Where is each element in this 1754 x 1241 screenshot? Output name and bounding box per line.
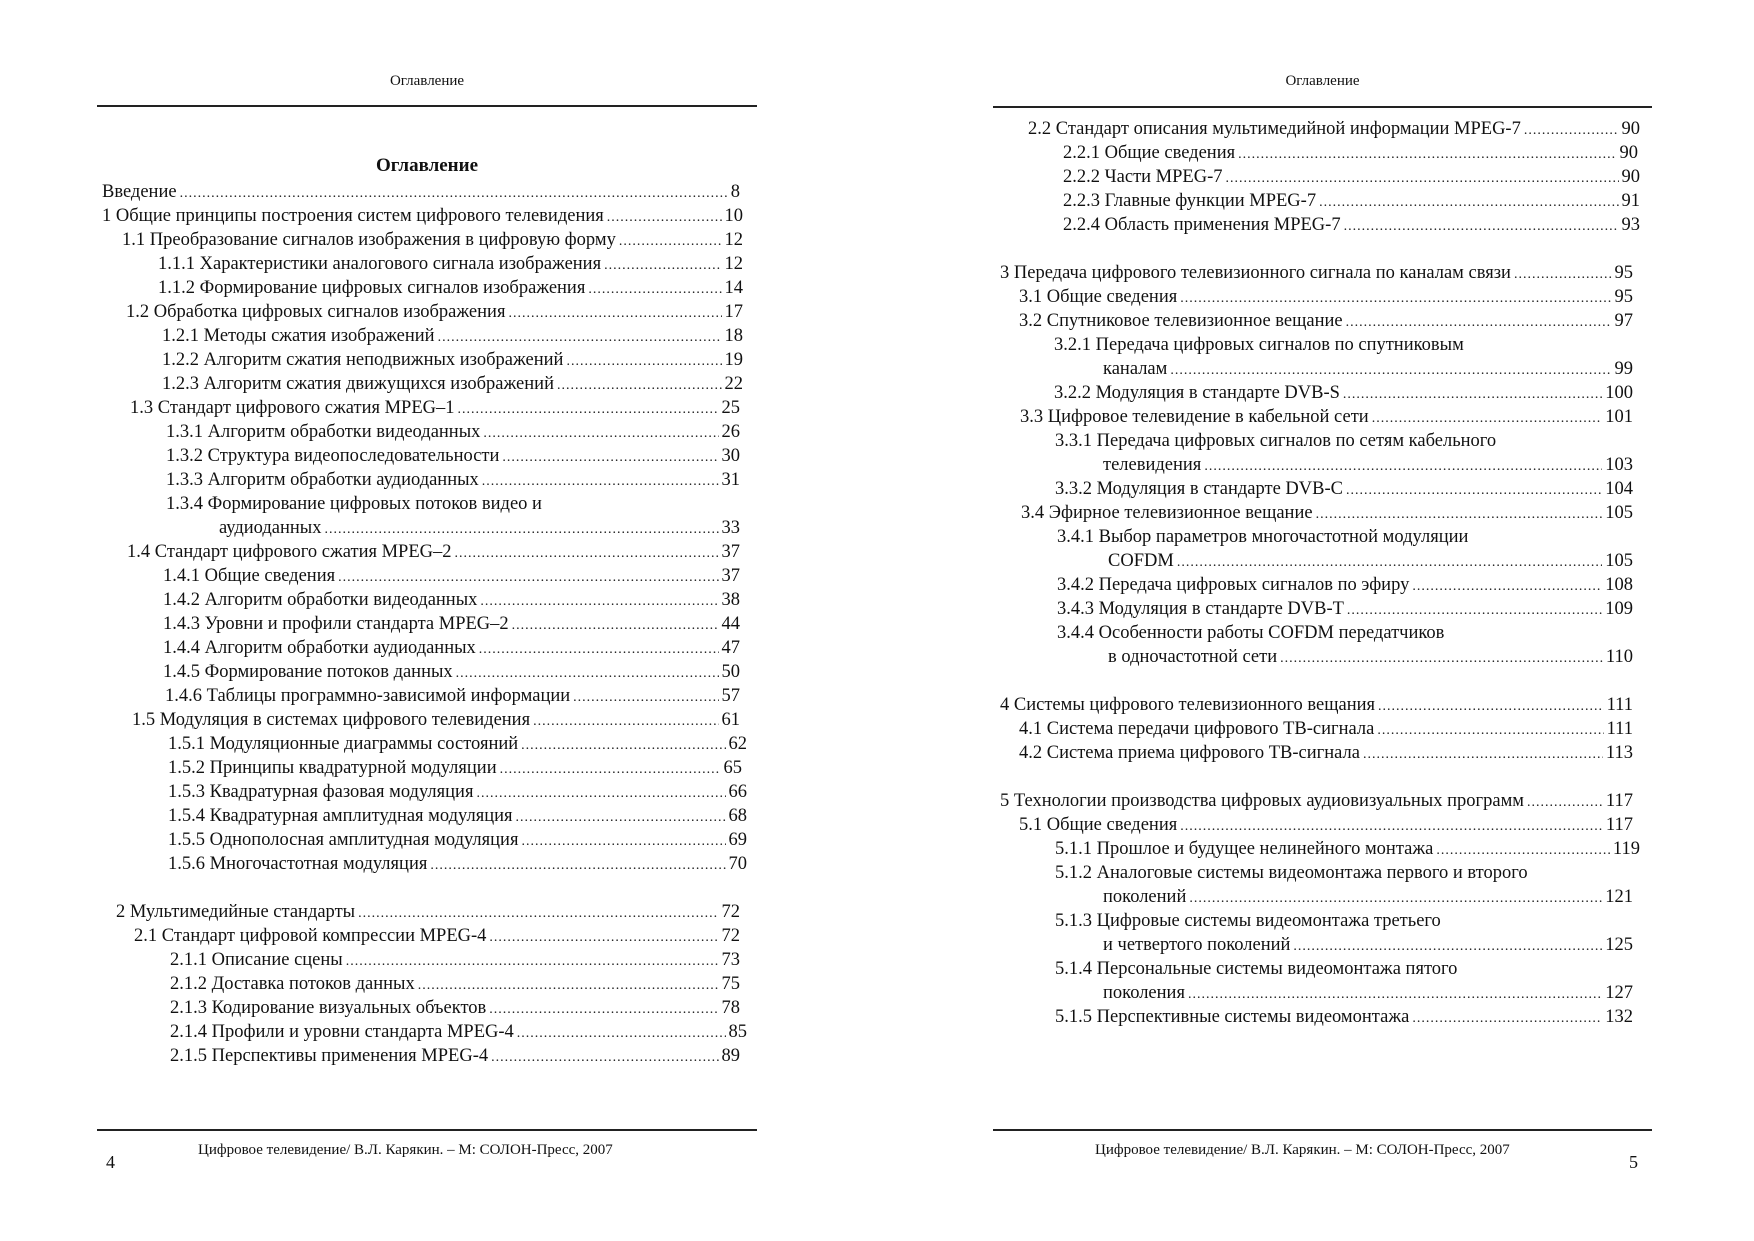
- page-number: 4: [106, 1152, 115, 1172]
- toc-entry-page: 111: [1606, 719, 1633, 739]
- toc-leader: [456, 663, 719, 685]
- toc-leader: [516, 807, 726, 829]
- toc-entry-title: 1.1 Преобразование сигналов изображения в цифровую форму: [122, 230, 616, 250]
- toc-entry-page: 12: [724, 254, 743, 274]
- toc-entry-title: 3.4.2 Передача цифровых сигналов по эфиру: [1057, 575, 1410, 595]
- toc-entry-page: 69: [728, 830, 747, 850]
- toc-entry[interactable]: [168, 829, 747, 853]
- toc-entry-title: 5.1.4 Персональные системы видеомонтажа пятого: [1055, 959, 1458, 979]
- running-head: Оглавление: [389, 73, 465, 89]
- toc-leader: [521, 735, 725, 757]
- toc-leader: [588, 279, 721, 301]
- toc-entry[interactable]: [163, 613, 740, 637]
- toc-entry[interactable]: [168, 853, 747, 877]
- toc-entry-page: 105: [1605, 503, 1633, 523]
- toc-leader: [1524, 120, 1619, 142]
- toc-entry-page: 57: [721, 686, 740, 706]
- toc-entry[interactable]: [170, 949, 740, 973]
- toc-entry-title: 5.1.3 Цифровые системы видеомонтажа третьего: [1055, 911, 1441, 931]
- toc-leader: [604, 255, 721, 277]
- toc-entry-page: 10: [724, 206, 743, 226]
- toc-entry-title: 1.4.5 Формирование потоков данных: [163, 662, 453, 682]
- toc-entry-title: 2.1.4 Профили и уровни стандарта MPEG-4: [170, 1022, 514, 1042]
- toc-leader: [430, 855, 725, 877]
- header-rule: [97, 105, 757, 107]
- toc-entry[interactable]: [1055, 862, 1633, 884]
- toc-leader: [566, 351, 721, 373]
- toc-entry[interactable]: [163, 565, 740, 589]
- toc-entry[interactable]: [1054, 334, 1633, 356]
- toc-entry[interactable]: [165, 685, 740, 709]
- toc-entry[interactable]: [1055, 1006, 1633, 1030]
- toc-entry[interactable]: [170, 1021, 747, 1045]
- toc-leader: [338, 567, 718, 589]
- toc-entry-page: 17: [724, 302, 743, 322]
- toc-leader: [557, 375, 722, 397]
- toc-entry[interactable]: [170, 1045, 740, 1069]
- toc-entry[interactable]: [1063, 142, 1638, 166]
- toc-entry-title: аудиоданных: [219, 518, 322, 538]
- toc-entry[interactable]: [1020, 406, 1633, 430]
- toc-entry[interactable]: [1055, 430, 1633, 452]
- toc-entry[interactable]: [1063, 166, 1640, 190]
- toc-entry-page: 8: [730, 182, 740, 202]
- toc-leader: [1293, 936, 1602, 958]
- toc-leader: [1238, 144, 1616, 166]
- toc-entry[interactable]: [1054, 382, 1633, 406]
- toc-entry-title: 3.3 Цифровое телевидение в кабельной сети: [1020, 407, 1369, 427]
- toc-leader: [325, 519, 719, 541]
- toc-entry[interactable]: [102, 181, 740, 205]
- toc-entry[interactable]: [1019, 286, 1633, 310]
- toc-entry[interactable]: [1057, 526, 1633, 548]
- toc-entry-title: 1.4 Стандарт цифрового сжатия MPEG–2: [127, 542, 452, 562]
- toc-entry[interactable]: [168, 781, 747, 805]
- toc-entry-title: 1.2 Обработка цифровых сигналов изображения: [126, 302, 506, 322]
- toc-entry[interactable]: [158, 277, 743, 301]
- toc-entry-page: 93: [1621, 215, 1640, 235]
- toc-entry-title: 1.5.6 Многочастотная модуляция: [168, 854, 428, 874]
- toc-entry[interactable]: [168, 733, 747, 757]
- toc-entry-page: 25: [721, 398, 740, 418]
- toc-entry-title: 2.2.3 Главные функции MPEG-7: [1063, 191, 1317, 211]
- toc-leader: [1170, 360, 1611, 382]
- toc-entry-title: 2.2.1 Общие сведения: [1063, 143, 1236, 163]
- toc-entry[interactable]: [1103, 886, 1633, 910]
- toc-entry[interactable]: [166, 421, 740, 445]
- footer-rule: [993, 1129, 1652, 1131]
- toc-entry-title: 2.1.5 Перспективы применения MPEG-4: [170, 1046, 489, 1066]
- toc-entry-page: 103: [1605, 455, 1633, 475]
- toc-entry-title: 5.1.5 Перспективные системы видеомонтажа: [1055, 1007, 1410, 1027]
- toc-entry-page: 78: [721, 998, 740, 1018]
- toc-entry-page: 108: [1605, 575, 1633, 595]
- toc-entry-page: 90: [1621, 167, 1640, 187]
- toc-entry[interactable]: [1103, 982, 1633, 1006]
- toc-entry-title: поколения: [1103, 983, 1185, 1003]
- toc-entry[interactable]: [162, 349, 743, 373]
- toc-entry[interactable]: [1057, 574, 1633, 598]
- toc-entry-title: 3.3.1 Передача цифровых сигналов по сетям кабельного: [1055, 431, 1497, 451]
- toc-entry-title: 1 Общие принципы построения систем цифрового телевидения: [102, 206, 604, 226]
- toc-entry-page: 121: [1605, 887, 1633, 907]
- toc-entry-title: 3.3.2 Модуляция в стандарте DVB-C: [1055, 479, 1343, 499]
- toc-entry[interactable]: [170, 973, 740, 997]
- toc-entry-page: 44: [721, 614, 740, 634]
- toc-entry-page: 95: [1614, 287, 1633, 307]
- toc-leader: [1346, 312, 1612, 334]
- toc-entry-page: 111: [1606, 695, 1633, 715]
- toc-leader: [1436, 840, 1610, 862]
- toc-entry-title: 1.2.2 Алгоритм сжатия неподвижных изображений: [162, 350, 564, 370]
- toc-entry-title: 1.2.1 Методы сжатия изображений: [162, 326, 435, 346]
- toc-entry[interactable]: [134, 925, 740, 949]
- toc-leader: [1343, 384, 1602, 406]
- toc-entry[interactable]: [1063, 214, 1640, 238]
- toc-entry[interactable]: [1057, 622, 1633, 644]
- toc-entry-title: 2.2 Стандарт описания мультимедийной информации MPEG-7: [1028, 119, 1521, 139]
- toc-entry[interactable]: [163, 637, 740, 661]
- toc-entry-title: 1.3.1 Алгоритм обработки видеоданных: [166, 422, 481, 442]
- toc-leader: [358, 903, 718, 925]
- toc-entry-title: 1.4.3 Уровни и профили стандарта MPEG–2: [163, 614, 509, 634]
- toc-entry-title: 1.4.2 Алгоритм обработки видеоданных: [163, 590, 478, 610]
- toc-entry-page: 73: [721, 950, 740, 970]
- toc-leader: [476, 783, 725, 805]
- toc-entry[interactable]: [170, 997, 740, 1021]
- toc-entry-page: 37: [721, 566, 740, 586]
- toc-entry-title: 2.2.4 Область применения MPEG-7: [1063, 215, 1341, 235]
- toc-leader: [573, 687, 718, 709]
- toc-entry[interactable]: [1055, 478, 1633, 502]
- header-rule: [993, 106, 1652, 108]
- toc-entry[interactable]: [1019, 742, 1633, 766]
- toc-leader: [1204, 456, 1602, 478]
- toc-entry[interactable]: [168, 757, 742, 781]
- toc-entry-page: 26: [721, 422, 740, 442]
- toc-leader: [455, 543, 719, 565]
- toc-leader: [1514, 264, 1612, 286]
- footer-rule: [97, 1129, 757, 1131]
- toc-entry-title: 1.5 Модуляция в системах цифрового телевидения: [132, 710, 531, 730]
- toc-entry-page: 31: [721, 470, 740, 490]
- toc-leader: [1280, 648, 1603, 670]
- toc-leader: [491, 1047, 718, 1069]
- toc-leader: [489, 927, 718, 949]
- toc-entry[interactable]: [1063, 190, 1640, 214]
- toc-entry-page: 104: [1605, 479, 1633, 499]
- toc-entry-title: 4.1 Система передачи цифрового ТВ-сигнала: [1019, 719, 1375, 739]
- toc-leader: [1377, 720, 1603, 742]
- toc-entry-page: 90: [1619, 143, 1638, 163]
- toc-leader: [1378, 696, 1604, 718]
- toc-entry-title: 1.1.1 Характеристики аналогового сигнала изображения: [158, 254, 602, 274]
- toc-entry[interactable]: [1000, 790, 1633, 814]
- toc-entry[interactable]: [166, 469, 740, 493]
- toc-entry-title: COFDM: [1108, 551, 1174, 571]
- toc-entry[interactable]: [1103, 454, 1633, 478]
- toc-leader: [500, 759, 721, 781]
- book-citation: Цифровое телевидение/ В.Л. Карякин. – М: СОЛОН-Пресс, 2007: [1095, 1142, 1510, 1158]
- toc-entry[interactable]: [102, 205, 743, 229]
- toc-entry[interactable]: [1103, 358, 1633, 382]
- toc-entry-page: 105: [1605, 551, 1633, 571]
- toc-leader: [1177, 552, 1602, 574]
- toc-leader: [479, 639, 719, 661]
- toc-entry-title: 2 Мультимедийные стандарты: [116, 902, 356, 922]
- toc-leader: [480, 591, 718, 613]
- toc-leader: [512, 615, 719, 637]
- toc-leader: [533, 711, 718, 733]
- toc-entry-page: 89: [721, 1046, 740, 1066]
- toc-entry-title: 2.2.2 Части MPEG-7: [1063, 167, 1223, 187]
- toc-entry-title: 3.1 Общие сведения: [1019, 287, 1178, 307]
- toc-entry-page: 109: [1605, 599, 1633, 619]
- toc-entry-page: 100: [1605, 383, 1633, 403]
- toc-leader: [180, 183, 728, 205]
- toc-entry-page: 61: [721, 710, 740, 730]
- toc-entry[interactable]: [126, 301, 743, 325]
- toc-entry[interactable]: [163, 589, 740, 613]
- toc-entry-page: 117: [1605, 791, 1633, 811]
- toc-entry-title: 1.3.4 Формирование цифровых потоков видео и: [166, 494, 542, 514]
- toc-entry-title: 4 Системы цифрового телевизионного вещания: [1000, 695, 1376, 715]
- toc-entry-title: 3.2 Спутниковое телевизионное вещание: [1019, 311, 1343, 331]
- toc-entry[interactable]: [1108, 550, 1633, 574]
- toc-entry-title: 2.1.2 Доставка потоков данных: [170, 974, 415, 994]
- toc-leader: [508, 303, 721, 325]
- toc-entry-title: телевидения: [1103, 455, 1202, 475]
- toc-leader: [1363, 744, 1603, 766]
- toc-entry[interactable]: [130, 397, 740, 421]
- toc-entry-page: 30: [721, 446, 740, 466]
- toc-entry-title: 3.4.3 Модуляция в стандарте DVB-T: [1057, 599, 1344, 619]
- toc-entry-title: 1.3.2 Структура видеопоследовательности: [166, 446, 500, 466]
- toc-entry[interactable]: [116, 901, 740, 925]
- toc-entry-page: 12: [724, 230, 743, 250]
- toc-entry-title: 4.2 Система приема цифрового ТВ-сигнала: [1019, 743, 1360, 763]
- toc-entry[interactable]: [1000, 262, 1633, 286]
- toc-entry[interactable]: [1108, 646, 1633, 670]
- toc-entry-page: 38: [721, 590, 740, 610]
- toc-entry-title: 3.2.1 Передача цифровых сигналов по спутниковым: [1054, 335, 1464, 355]
- toc-leader: [1347, 600, 1602, 622]
- right-page: [877, 0, 1754, 1241]
- toc-leader: [1412, 1008, 1602, 1030]
- toc-entry-page: 47: [721, 638, 740, 658]
- toc-leader: [1226, 168, 1619, 190]
- toc-entry-page: 90: [1621, 119, 1640, 139]
- toc-leader: [1527, 792, 1603, 814]
- toc-leader: [1180, 288, 1611, 310]
- toc-entry-title: 1.5.3 Квадратурная фазовая модуляция: [168, 782, 474, 802]
- toc-entry[interactable]: [132, 709, 740, 733]
- toc-entry[interactable]: [162, 325, 743, 349]
- toc-entry[interactable]: [1055, 910, 1633, 932]
- toc-entry[interactable]: [166, 493, 740, 515]
- toc-entry-title: 1.3 Стандарт цифрового сжатия MPEG–1: [130, 398, 455, 418]
- toc-entry-title: 1.3.3 Алгоритм обработки аудиоданных: [166, 470, 479, 490]
- toc-leader: [1412, 576, 1602, 598]
- toc-leader: [489, 999, 718, 1021]
- toc-entry-page: 91: [1621, 191, 1640, 211]
- toc-title: Оглавление: [375, 155, 479, 176]
- toc-entry[interactable]: [163, 661, 740, 685]
- toc-entry-title: и четвертого поколений: [1103, 935, 1291, 955]
- toc-entry-page: 33: [721, 518, 740, 538]
- toc-entry-title: 1.2.3 Алгоритм сжатия движущихся изображений: [162, 374, 554, 394]
- toc-leader: [1346, 480, 1602, 502]
- toc-entry-title: 3 Передача цифрового телевизионного сигнала по каналам связи: [1000, 263, 1511, 283]
- toc-leader: [483, 423, 718, 445]
- toc-entry-title: 3.4.4 Особенности работы COFDM передатчиков: [1057, 623, 1445, 643]
- toc-entry[interactable]: [1055, 958, 1633, 980]
- toc-entry-page: 132: [1605, 1007, 1633, 1027]
- toc-entry-title: 1.5.4 Квадратурная амплитудная модуляция: [168, 806, 513, 826]
- toc-entry-page: 75: [721, 974, 740, 994]
- toc-entry[interactable]: [1021, 502, 1633, 526]
- toc-entry-title: 3.4 Эфирное телевизионное вещание: [1021, 503, 1313, 523]
- toc-entry-title: 1.5.1 Модуляционные диаграммы состояний: [168, 734, 519, 754]
- toc-leader: [1188, 984, 1602, 1006]
- toc-leader: [1319, 192, 1618, 214]
- toc-leader: [482, 471, 719, 493]
- toc-entry-page: 62: [728, 734, 747, 754]
- toc-entry-page: 66: [728, 782, 747, 802]
- toc-entry[interactable]: [1000, 694, 1633, 718]
- toc-entry-title: 2.1 Стандарт цифровой компрессии MPEG-4: [134, 926, 487, 946]
- toc-entry-page: 65: [723, 758, 742, 778]
- toc-entry[interactable]: [122, 229, 743, 253]
- toc-entry-page: 72: [721, 926, 740, 946]
- toc-entry-title: поколений: [1103, 887, 1187, 907]
- toc-entry-page: 99: [1614, 359, 1633, 379]
- running-head: Оглавление: [1285, 73, 1360, 89]
- toc-entry-page: 18: [724, 326, 743, 346]
- toc-leader: [502, 447, 718, 469]
- page-number: 5: [1629, 1152, 1638, 1172]
- toc-entry[interactable]: [158, 253, 743, 277]
- toc-entry-title: 1.1.2 Формирование цифровых сигналов изображения: [158, 278, 586, 298]
- toc-leader: [418, 975, 719, 997]
- toc-entry-page: 72: [721, 902, 740, 922]
- toc-entry-page: 95: [1614, 263, 1633, 283]
- toc-entry[interactable]: [1019, 718, 1633, 742]
- toc-entry-title: Введение: [102, 182, 177, 202]
- toc-entry-title: 5 Технологии производства цифровых аудиовизуальных программ: [1000, 791, 1524, 811]
- toc-entry-page: 119: [1612, 839, 1640, 859]
- toc-entry-page: 125: [1605, 935, 1633, 955]
- toc-leader: [438, 327, 722, 349]
- toc-leader: [1372, 408, 1603, 430]
- toc-leader: [1189, 888, 1602, 910]
- toc-entry-page: 110: [1605, 647, 1633, 667]
- toc-entry[interactable]: [1019, 814, 1633, 838]
- toc-leader: [517, 1023, 726, 1045]
- toc-entry-title: 1.5.5 Однополосная амплитудная модуляция: [168, 830, 519, 850]
- toc-entry-page: 22: [724, 374, 743, 394]
- toc-entry-title: 1.4.6 Таблицы программно-зависимой информации: [165, 686, 571, 706]
- toc-entry-page: 50: [721, 662, 740, 682]
- toc-entry-page: 85: [728, 1022, 747, 1042]
- toc-entry-title: в одночастотной сети: [1108, 647, 1278, 667]
- toc-entry-title: 2.1.3 Кодирование визуальных объектов: [170, 998, 487, 1018]
- toc-entry[interactable]: [1103, 934, 1633, 958]
- toc-leader: [1180, 816, 1603, 838]
- toc-entry-page: 19: [724, 350, 743, 370]
- toc-entry-title: 3.2.2 Модуляция в стандарте DVB-S: [1054, 383, 1340, 403]
- toc-entry-title: 1.5.2 Принципы квадратурной модуляции: [168, 758, 497, 778]
- toc-entry-title: 3.4.1 Выбор параметров многочастотной модуляции: [1057, 527, 1469, 547]
- toc-entry[interactable]: [168, 805, 747, 829]
- toc-entry-page: 101: [1605, 407, 1633, 427]
- toc-entry-title: 2.1.1 Описание сцены: [170, 950, 343, 970]
- toc-entry-page: 117: [1605, 815, 1633, 835]
- toc-leader: [458, 399, 719, 421]
- toc-leader: [346, 951, 719, 973]
- toc-entry-title: 5.1 Общие сведения: [1019, 815, 1178, 835]
- toc-entry-page: 37: [721, 542, 740, 562]
- toc-leader: [521, 831, 725, 853]
- toc-entry-page: 127: [1605, 983, 1633, 1003]
- toc-leader: [1316, 504, 1603, 526]
- toc-entry[interactable]: [219, 517, 740, 541]
- toc-leader: [607, 207, 722, 229]
- toc-entry-page: 97: [1614, 311, 1633, 331]
- toc-entry[interactable]: [162, 373, 743, 397]
- toc-entry[interactable]: [1019, 310, 1633, 334]
- toc-entry-page: 14: [724, 278, 743, 298]
- toc-entry-page: 68: [728, 806, 747, 826]
- toc-entry-title: 5.1.1 Прошлое и будущее нелинейного монтажа: [1055, 839, 1434, 859]
- toc-entry[interactable]: [127, 541, 740, 565]
- toc-leader: [1344, 216, 1619, 238]
- toc-entry[interactable]: [166, 445, 740, 469]
- toc-entry-title: каналам: [1103, 359, 1168, 379]
- toc-entry[interactable]: [1057, 598, 1633, 622]
- toc-entry[interactable]: [1055, 838, 1640, 862]
- toc-entry-title: 1.4.4 Алгоритм обработки аудиоданных: [163, 638, 476, 658]
- toc-leader: [619, 231, 722, 253]
- book-citation: Цифровое телевидение/ В.Л. Карякин. – М: СОЛОН-Пресс, 2007: [198, 1142, 613, 1158]
- toc-entry-page: 113: [1605, 743, 1633, 763]
- toc-entry-title: 5.1.2 Аналоговые системы видеомонтажа первого и второго: [1055, 863, 1528, 883]
- toc-entry-page: 70: [728, 854, 747, 874]
- toc-entry-title: 1.4.1 Общие сведения: [163, 566, 336, 586]
- toc-entry[interactable]: [1028, 118, 1640, 142]
